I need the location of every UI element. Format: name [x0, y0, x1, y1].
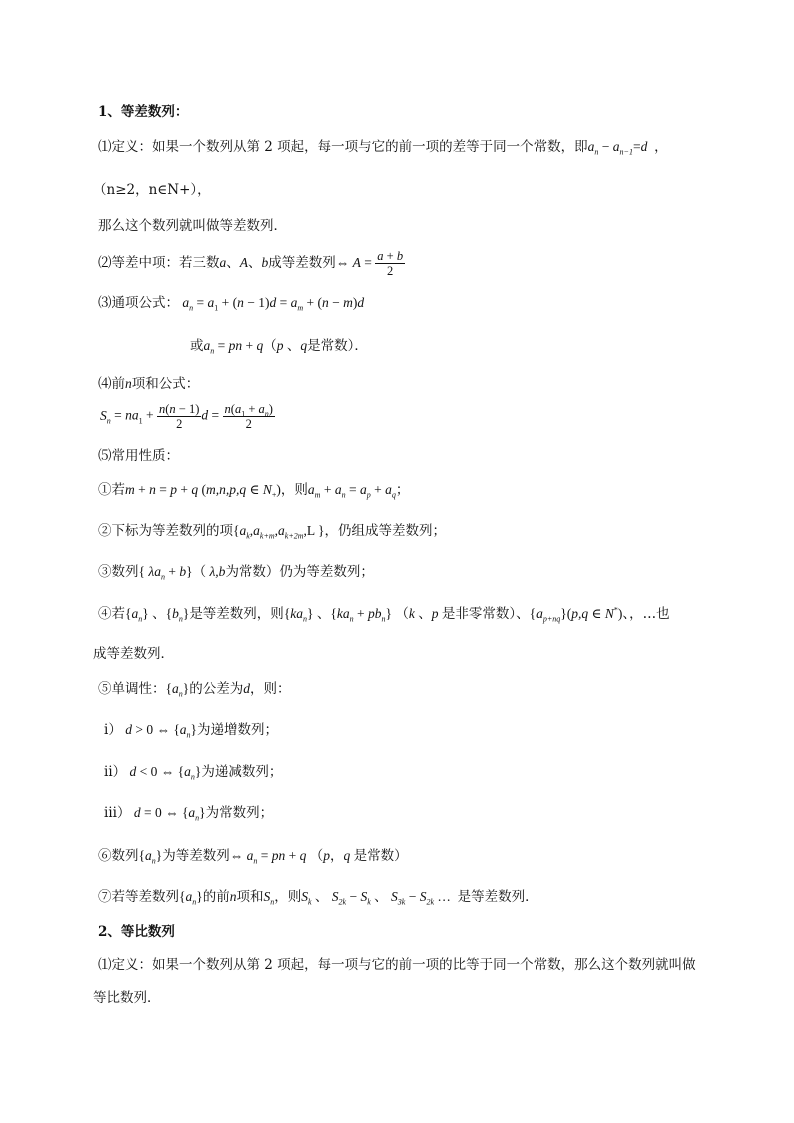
t: ⑦若等差数列 [98, 889, 179, 905]
section-heading-geometric: 2、等比数列 [98, 924, 175, 940]
t: 是常数） [353, 848, 408, 864]
geometric-definition-end: 等比数列． [93, 990, 161, 1006]
properties-label: ⑸常用性质： [98, 448, 179, 464]
t: 的公差为 [189, 681, 244, 697]
text: 或 [190, 338, 204, 354]
t: ⑥数列 [98, 848, 139, 864]
text: 如果一个数列从第 2 项起，每一项与它的前一项的差等于同一个常数，即 [152, 139, 588, 155]
label: ⑵等差中项： [98, 255, 179, 271]
property-1: ①若m + n = p + q (m,n,p,q ∈ $N_+$)，则$a_m + a_n = a_p + a_q$； [98, 482, 410, 500]
t: ，则 [274, 889, 302, 905]
t: ⅲ） [104, 805, 131, 821]
property-4: ④若$\{a_n\}$ 、$\{b_n\}$是等差数列，则$\{ka_n\}$ 、$\{ka_n + pb_n\}$ （k 、p 是非零常数）、$\{a_{p+nq}\}(p,q$ ∈ N*)、，…也 [98, 605, 670, 624]
t: ，仍组成等差数列； [324, 523, 446, 539]
label: ⑴定义： [98, 957, 152, 973]
label2: 项和公式： [131, 376, 200, 392]
monotone-decreasing: ⅱ） d < 0 ⇔ $\{a_n\}$为递减数列； [104, 764, 283, 782]
definition-condition: （n≥2，n∈N+）， [93, 182, 211, 198]
t: 为递减数列； [201, 764, 283, 780]
t: 为常数）仍为等差数列； [225, 564, 374, 580]
t: ⅱ） [104, 764, 127, 780]
sum-formula-label: ⑷前n项和公式： [98, 376, 200, 392]
t: ②下标为等差数列的项 [98, 523, 233, 539]
monotone-constant: ⅲ） d = 0 ⇔ $\{a_n\}$为常数列； [104, 805, 274, 823]
sum-formula: $S_n = na_1$ + $\frac{n(n - 1)}{2}$ d = $\frac{n(a_1 + a_n)}{2}$ [100, 402, 273, 431]
note: 是常数）． [307, 338, 368, 354]
label: ⑷前 [98, 376, 125, 392]
monotone-increasing: ⅰ） d > 0 ⇔ $\{a_n\}$为递增数列； [104, 722, 279, 740]
t: 为常数列； [205, 805, 274, 821]
t: 是等差数列，则 [189, 606, 284, 622]
t: 是等差数列． [457, 889, 539, 905]
t: ⅰ） [104, 722, 122, 738]
t: …也 [642, 606, 670, 622]
t: 项和 [236, 889, 264, 905]
t: 是非零常数）、 [441, 606, 530, 622]
t: ，则 [280, 482, 308, 498]
definition-line [98, 137, 668, 157]
middle-term-line: ⑵等差中项：若三数a、A、b成等差数列⇔ A = $\frac{a + b}{2}$ [98, 249, 404, 278]
general-term-line: ⑶通项公式： $a_n = a_1 + (n - 1)d = a_m + (n - m)d$ [98, 295, 365, 313]
label: ⑴定义： [98, 139, 152, 155]
t: 的前 [202, 889, 230, 905]
property-2: ②下标为等差数列的项{$a_k,a_{k+m},a_{k+2m},L$ }，仍组成等差数列； [98, 523, 446, 541]
definition-end: 那么这个数列就叫做等差数列． [98, 218, 287, 234]
t: 为等差数列 [162, 848, 230, 864]
property-7: ⑦若等差数列$\{a_n\}$的前n项和$S_n$，则$S_k$ 、 $S_{2k} - S_k$ 、 $S_{3k} - S_{2k}$ … 是等差数列． [98, 889, 539, 907]
t: ③数列 [98, 564, 139, 580]
property-5: ⑤单调性：$\{a_n\}$的公差为d，则： [98, 681, 291, 699]
label: ⑶通项公式： [98, 295, 179, 311]
t: ①若 [98, 482, 125, 498]
t: ，则： [249, 681, 291, 697]
property-6: ⑥数列$\{a_n\}$为等差数列⇔ $a_n$ = pn + q （p，q 是常数） [98, 848, 408, 866]
t: ④若 [98, 606, 125, 622]
property-3: ③数列{ $\lambda a_n + b$}（ λ,b为常数）仍为等差数列； [98, 564, 374, 582]
text2: 成等差数列 [268, 255, 336, 271]
formula: $a_n - a_{n-1}=d$ ， [587, 139, 668, 157]
geometric-definition [98, 955, 696, 975]
text: 如果一个数列从第 2 项起，每一项与它的前一项的比等于同一个常数，那么这个数列就叫做 [152, 957, 696, 973]
section-heading-arithmetic: 1、等差数列： [98, 104, 189, 120]
property-4-cont: 成等差数列． [93, 646, 174, 662]
general-term-alt: 或$a_n$ = pn + q（p 、q是常数）． [190, 338, 368, 356]
text: 若三数 [179, 255, 220, 271]
t: 为递增数列； [197, 722, 279, 738]
t: ⑤单调性： [98, 681, 166, 697]
